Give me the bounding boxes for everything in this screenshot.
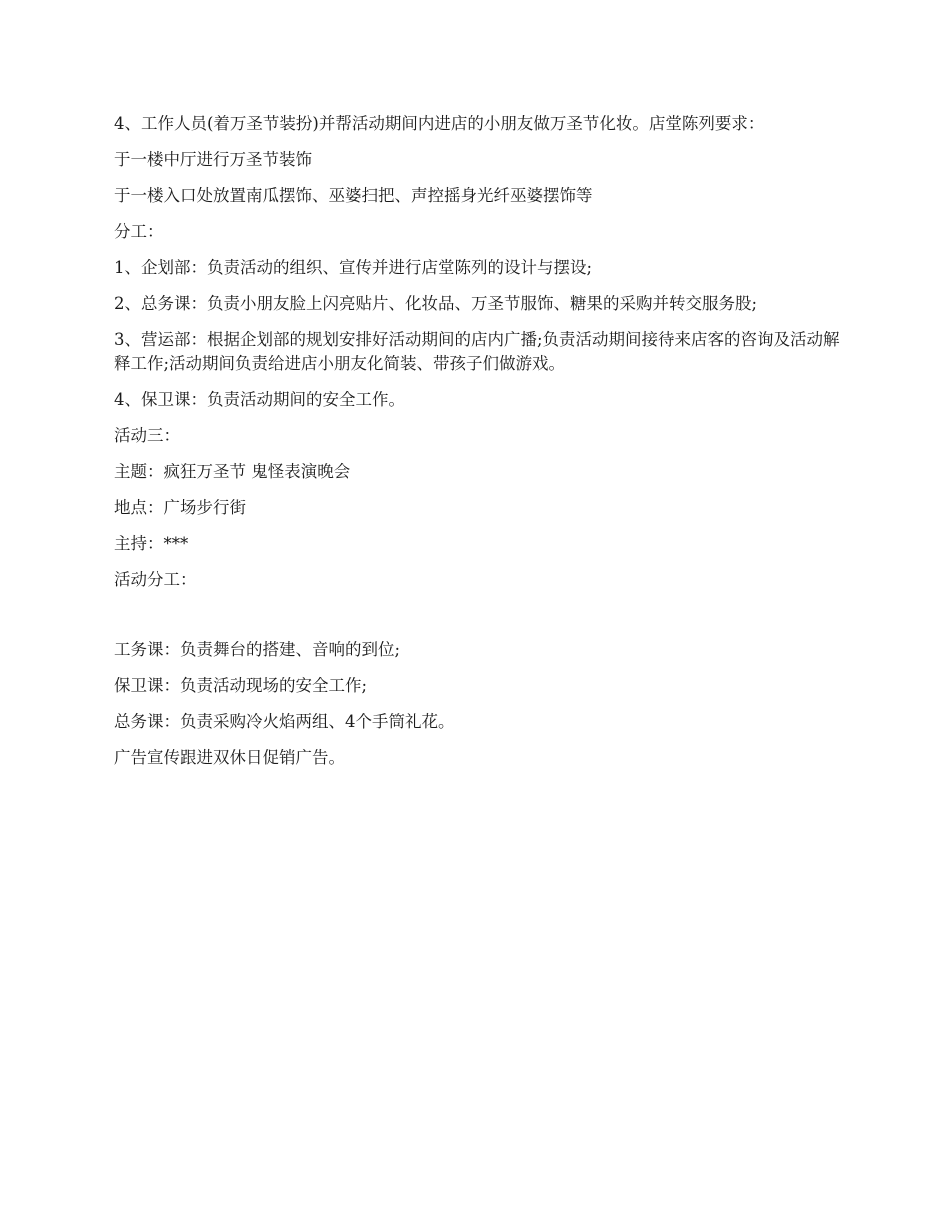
document-body	[114, 112, 840, 782]
paragraph-security-dept: 4、保卫课：负责活动期间的安全工作。	[114, 390, 405, 409]
paragraph-location: 地点：广场步行街	[114, 498, 246, 517]
paragraph-operations-dept: 3、营运部：根据企划部的规划安排好活动期间的店内广播;负责活动期间接待来店客的咨询及活动解释工作;活动期间负责给进店小朋友化简装、带孩子们做游戏。	[114, 330, 840, 373]
paragraph-general-affairs: 2、总务课：负责小朋友脸上闪亮贴片、化妆品、万圣节服饰、糖果的采购并转交服务股;	[114, 294, 758, 313]
paragraph-makeup-staff: 4、工作人员(着万圣节装扮)并帮活动期间内进店的小朋友做万圣节化妆。店堂陈列要求：	[114, 114, 765, 133]
heading-activity-three: 活动三：	[114, 426, 180, 445]
paragraph-hall-decoration: 于一楼中厅进行万圣节装饰	[114, 150, 312, 169]
heading-division-of-labor: 分工：	[114, 222, 164, 241]
blank-line	[114, 604, 840, 638]
paragraph-security-onsite: 保卫课：负责活动现场的安全工作;	[114, 676, 368, 695]
heading-activity-division: 活动分工：	[114, 570, 197, 589]
paragraph-planning-dept: 1、企划部：负责活动的组织、宣传并进行店堂陈列的设计与摆设;	[114, 258, 593, 277]
paragraph-procurement: 总务课：负责采购冷火焰两组、4个手筒礼花。	[114, 712, 455, 731]
paragraph-theme: 主题：疯狂万圣节 鬼怪表演晚会	[114, 462, 351, 481]
paragraph-host: 主持：***	[114, 534, 189, 553]
paragraph-advertising: 广告宣传跟进双休日促销广告。	[114, 748, 345, 767]
paragraph-engineering-dept: 工务课：负责舞台的搭建、音响的到位;	[114, 640, 401, 659]
paragraph-entrance-decoration: 于一楼入口处放置南瓜摆饰、巫婆扫把、声控摇身光纤巫婆摆饰等	[114, 186, 593, 205]
